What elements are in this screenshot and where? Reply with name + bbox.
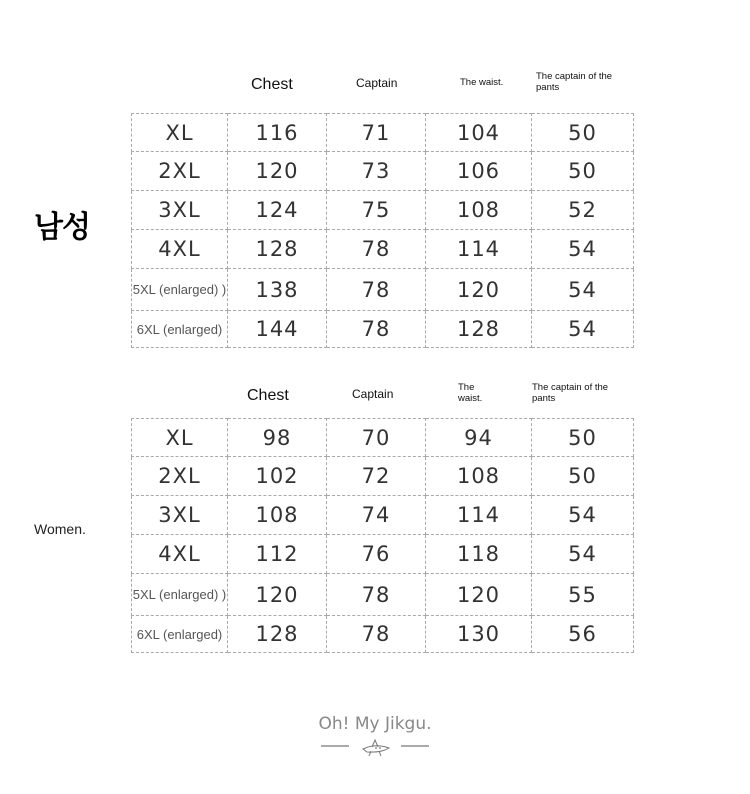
women-size-table — [131, 418, 634, 653]
size-cell: 5XL (enlarged) ) — [132, 269, 228, 311]
captain-cell: 74 — [327, 496, 426, 535]
waist-cell: 106 — [426, 152, 532, 191]
chest-cell: 128 — [228, 230, 327, 269]
airplane-icon — [315, 738, 435, 758]
men-header-waist: The waist. — [460, 77, 504, 88]
waist-cell: 104 — [426, 114, 532, 152]
size-cell: 2XL — [132, 457, 228, 496]
waist-cell: 108 — [426, 457, 532, 496]
chest-cell: 138 — [228, 269, 327, 311]
size-cell: XL — [132, 419, 228, 457]
captain-cell: 71 — [327, 114, 426, 152]
table-row — [132, 574, 634, 616]
captain-cell: 75 — [327, 191, 426, 230]
waist-cell: 128 — [426, 311, 532, 348]
waist-cell: 120 — [426, 574, 532, 616]
captain-cell: 78 — [327, 616, 426, 653]
waist-cell: 118 — [426, 535, 532, 574]
brand-name: Oh! My Jikgu. — [318, 714, 432, 734]
waist-cell: 108 — [426, 191, 532, 230]
captain-cell: 72 — [327, 457, 426, 496]
captain-cell: 78 — [327, 311, 426, 348]
table-row — [132, 230, 634, 269]
size-cell: 4XL — [132, 230, 228, 269]
pants-cell: 50 — [532, 457, 634, 496]
size-cell: 6XL (enlarged) — [132, 311, 228, 348]
men-table-body — [132, 114, 634, 348]
size-cell: 5XL (enlarged) ) — [132, 574, 228, 616]
table-row — [132, 152, 634, 191]
pants-cell: 54 — [532, 535, 634, 574]
chest-cell: 108 — [228, 496, 327, 535]
men-label: 남성 — [34, 210, 90, 245]
women-header-pants: The captain of the pants — [532, 382, 609, 404]
women-header-captain: Captain — [352, 387, 394, 401]
pants-cell: 50 — [532, 419, 634, 457]
waist-cell: 94 — [426, 419, 532, 457]
chest-cell: 144 — [228, 311, 327, 348]
size-cell: XL — [132, 114, 228, 152]
pants-cell: 54 — [532, 230, 634, 269]
pants-cell: 50 — [532, 114, 634, 152]
size-cell: 4XL — [132, 535, 228, 574]
chest-cell: 102 — [228, 457, 327, 496]
men-size-table — [131, 113, 634, 348]
pants-cell: 54 — [532, 269, 634, 311]
table-row — [132, 114, 634, 152]
waist-cell: 114 — [426, 496, 532, 535]
table-row — [132, 616, 634, 653]
chest-cell: 120 — [228, 574, 327, 616]
women-table-body — [132, 419, 634, 653]
men-header-pants: The captain of the pants — [536, 71, 613, 93]
table-row — [132, 419, 634, 457]
table-row — [132, 457, 634, 496]
chest-cell: 112 — [228, 535, 327, 574]
table-row — [132, 535, 634, 574]
pants-cell: 55 — [532, 574, 634, 616]
captain-cell: 78 — [327, 230, 426, 269]
women-header-chest: Chest — [247, 387, 289, 404]
waist-cell: 114 — [426, 230, 532, 269]
table-row — [132, 269, 634, 311]
size-cell: 2XL — [132, 152, 228, 191]
pants-cell: 54 — [532, 311, 634, 348]
chest-cell: 124 — [228, 191, 327, 230]
pants-cell: 50 — [532, 152, 634, 191]
captain-cell: 76 — [327, 535, 426, 574]
waist-cell: 120 — [426, 269, 532, 311]
chest-cell: 116 — [228, 114, 327, 152]
waist-cell: 130 — [426, 616, 532, 653]
table-row — [132, 311, 634, 348]
pants-cell: 56 — [532, 616, 634, 653]
women-header-waist: The waist. — [458, 382, 483, 404]
size-cell: 3XL — [132, 496, 228, 535]
captain-cell: 78 — [327, 269, 426, 311]
pants-cell: 54 — [532, 496, 634, 535]
size-cell: 6XL (enlarged) — [132, 616, 228, 653]
chest-cell: 98 — [228, 419, 327, 457]
men-header-captain: Captain — [356, 76, 398, 90]
captain-cell: 73 — [327, 152, 426, 191]
men-header-chest: Chest — [251, 76, 293, 93]
chest-cell: 120 — [228, 152, 327, 191]
chest-cell: 128 — [228, 616, 327, 653]
brand-logo — [0, 714, 750, 758]
pants-cell: 52 — [532, 191, 634, 230]
women-label: Women. — [34, 521, 86, 537]
captain-cell: 70 — [327, 419, 426, 457]
table-row — [132, 191, 634, 230]
captain-cell: 78 — [327, 574, 426, 616]
size-cell: 3XL — [132, 191, 228, 230]
table-row — [132, 496, 634, 535]
